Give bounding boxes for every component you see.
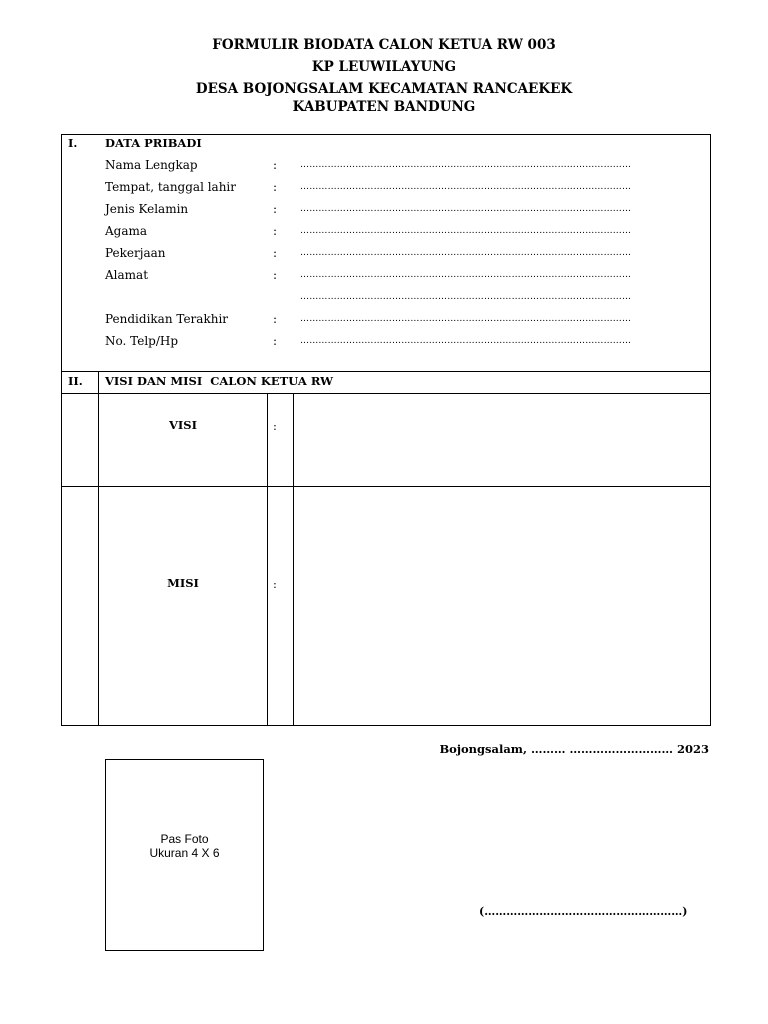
field-fill-line[interactable]: ………………………………………………………………………………………………	[300, 248, 632, 258]
field-tempat-tanggal-lahir	[105, 179, 705, 195]
field-fill-line[interactable]: ………………………………………………………………………………………………	[300, 270, 632, 280]
field-pekerjaan	[105, 245, 705, 261]
misi-label: MISI	[167, 576, 199, 590]
form-subtitle-desa: DESA BOJONGSALAM KECAMATAN RANCAEKEK	[195, 81, 573, 97]
field-label: No. Telp/Hp	[105, 334, 179, 348]
field-fill-line[interactable]: ………………………………………………………………………………………………	[300, 226, 632, 236]
field-label: Pekerjaan	[105, 246, 166, 260]
visi-label: VISI	[169, 418, 197, 432]
field-colon: :	[273, 180, 278, 194]
form-subtitle-kabupaten: KABUPATEN BANDUNG	[292, 99, 476, 115]
field-alamat	[105, 267, 705, 283]
photo-caption-line1: Pas Foto	[160, 832, 209, 846]
field-fill-line[interactable]: ………………………………………………………………………………………………	[300, 160, 632, 170]
field-fill-line[interactable]: ………………………………………………………………………………………………	[300, 204, 632, 214]
field-label: Tempat, tanggal lahir	[105, 180, 237, 194]
field-pendidikan-terakhir	[105, 311, 705, 327]
form-subtitle-kampung: KP LEUWILAYUNG	[311, 59, 457, 75]
section2-title: VISI DAN MISI CALON KETUA RW	[105, 374, 334, 388]
field-colon: :	[273, 158, 278, 172]
visi-colon: :	[273, 419, 277, 433]
field-fill-line[interactable]: ………………………………………………………………………………………………	[300, 314, 632, 324]
photo-placeholder	[105, 759, 264, 951]
field-colon: :	[273, 224, 278, 238]
misi-answer-area[interactable]	[294, 487, 710, 725]
section2-number: II.	[68, 374, 83, 388]
field-colon: :	[273, 334, 278, 348]
place-date-line[interactable]: Bojongsalam, ……… ……………………… 2023	[439, 742, 709, 756]
field-no-telp	[105, 333, 705, 349]
section1-title: DATA PRIBADI	[105, 136, 202, 150]
field-label: Agama	[105, 224, 148, 238]
section-divider	[62, 371, 710, 372]
field-colon: :	[273, 312, 278, 326]
vm-label-column-border	[267, 393, 268, 726]
visi-answer-area[interactable]	[294, 394, 710, 486]
field-nama-lengkap	[105, 157, 705, 173]
field-colon: :	[273, 268, 278, 282]
photo-caption	[106, 832, 263, 860]
field-agama	[105, 223, 705, 239]
field-colon: :	[273, 202, 278, 216]
form-title: FORMULIR BIODATA CALON KETUA RW 003	[212, 37, 556, 53]
photo-caption-line2: Ukuran 4 X 6	[149, 846, 220, 860]
field-label: Nama Lengkap	[105, 158, 198, 172]
field-label: Jenis Kelamin	[105, 202, 189, 216]
field-fill-line[interactable]: ………………………………………………………………………………………………	[300, 336, 632, 346]
signature-name-line[interactable]: (………………………………………………)	[479, 905, 688, 918]
field-alamat-continued	[105, 289, 705, 305]
form-header	[0, 36, 768, 116]
misi-colon: :	[273, 577, 277, 591]
field-label: Alamat	[105, 268, 149, 282]
section1-number: I.	[68, 136, 78, 150]
field-fill-line[interactable]: ………………………………………………………………………………………………	[300, 182, 632, 192]
form-table	[61, 134, 711, 726]
field-fill-line[interactable]: ………………………………………………………………………………………………	[300, 292, 632, 302]
field-jenis-kelamin	[105, 201, 705, 217]
field-label: Pendidikan Terakhir	[105, 312, 229, 326]
field-colon: :	[273, 246, 278, 260]
